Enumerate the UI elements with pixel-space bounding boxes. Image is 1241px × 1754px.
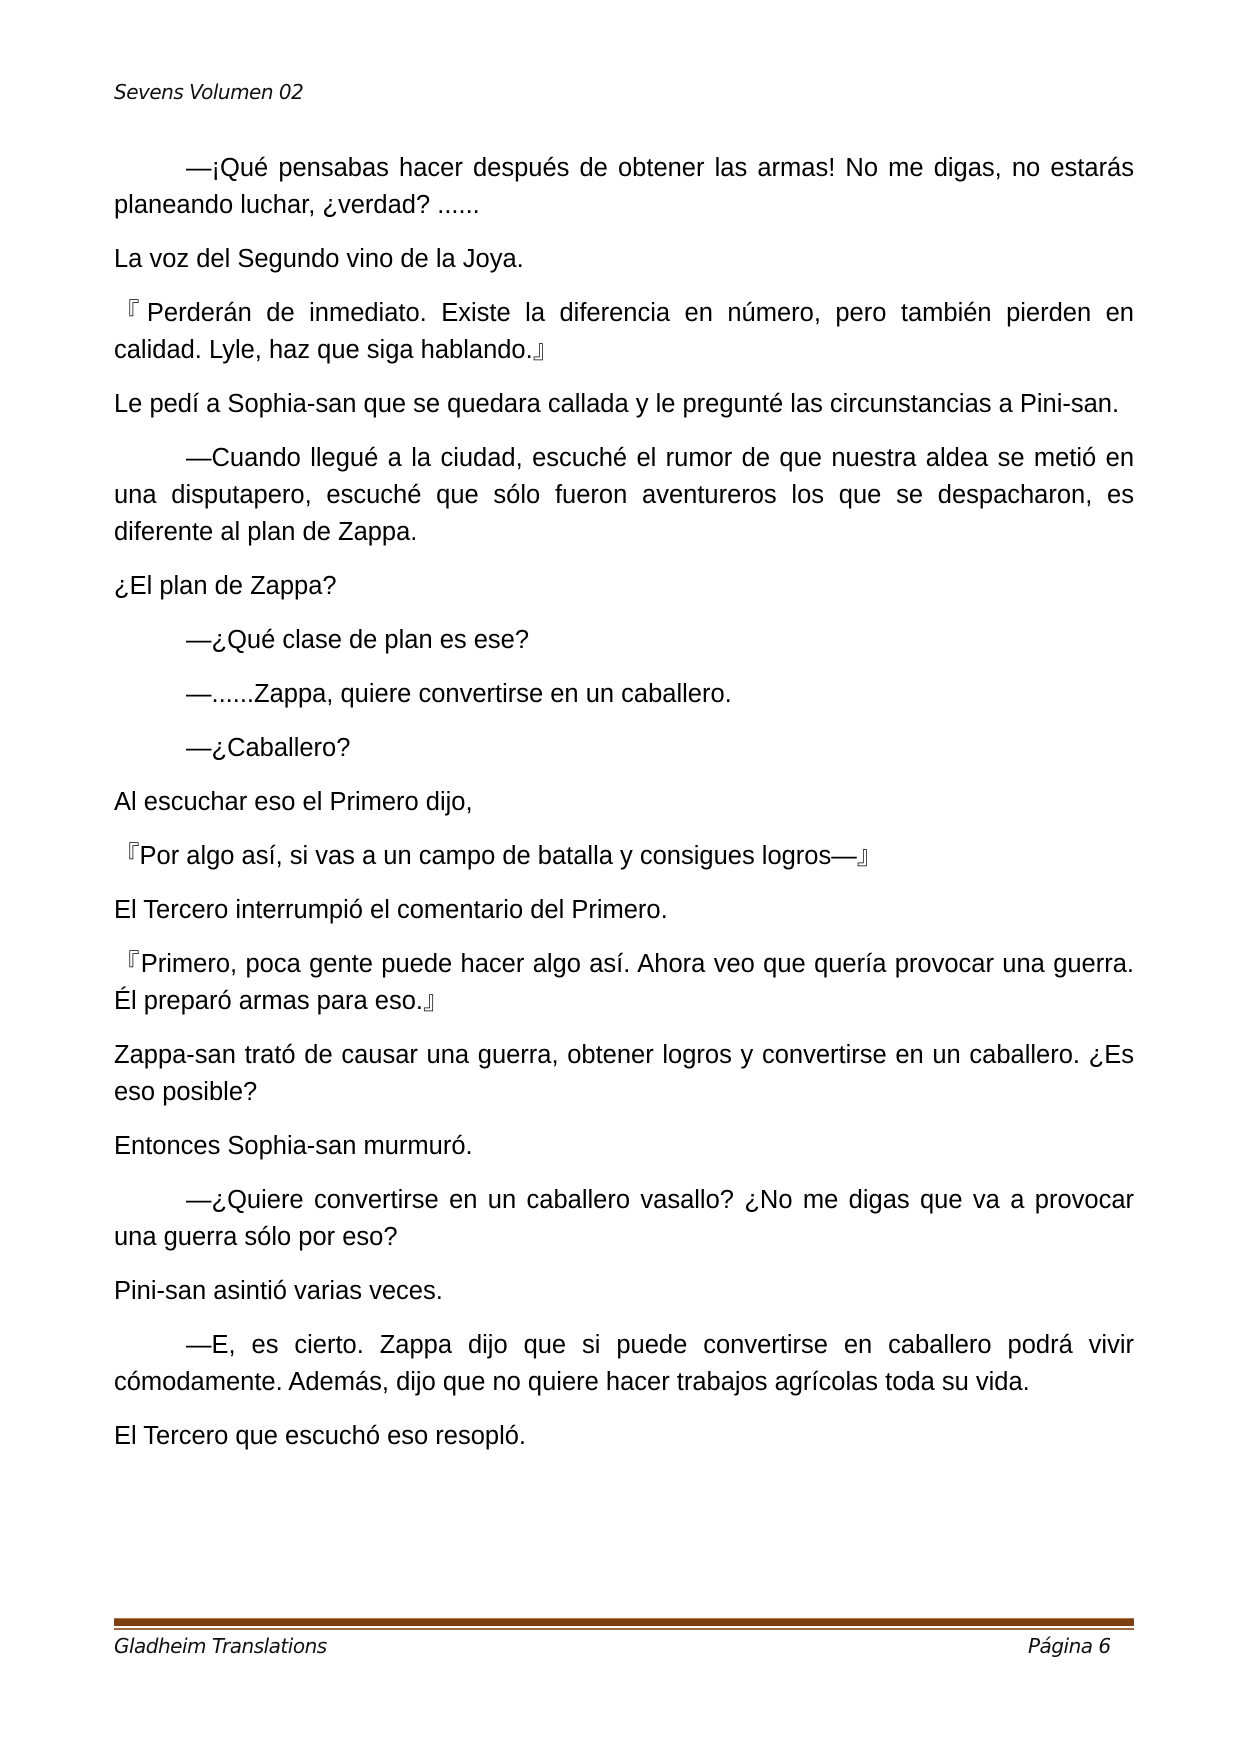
paragraph: Al escuchar eso el Primero dijo, [114, 788, 473, 816]
footer-rule-thin [114, 1628, 1134, 1630]
paragraph: El Tercero que escuchó eso resopló. [114, 1422, 527, 1450]
footer-page-number: Página 6 [1028, 1634, 1111, 1658]
paragraph: —Cuando llegué a la ciudad, escuché el rumor de que nuestra aldea se metió en una disputapero, escuché que sólo fueron aventureros los que se despacharon, es diferente al plan de Zappa. [114, 444, 1134, 546]
paragraph: Zappa-san trató de causar una guerra, obtener logros y convertirse en un caballero. ¿Es eso posible? [114, 1041, 1134, 1106]
paragraph: 『Por algo así, si vas a un campo de batalla y consigues logros—』 [114, 842, 883, 870]
paragraph: El Tercero interrumpió el comentario del Primero. [114, 896, 668, 924]
paragraph: ¿El plan de Zappa? [114, 572, 337, 600]
running-header: Sevens Volumen 02 [114, 80, 304, 104]
paragraph: —......Zappa, quiere convertirse en un caballero. [186, 680, 732, 708]
footer-rule-thick [114, 1618, 1134, 1626]
paragraph: —¿Caballero? [186, 734, 351, 762]
paragraph: 『Primero, poca gente puede hacer algo así. Ahora veo que quería provocar una guerra. Él preparó armas para eso.』 [114, 950, 1134, 1015]
footer-rule [114, 1618, 1134, 1630]
paragraph: Pini-san asintió varias veces. [114, 1277, 443, 1305]
footer-publisher: Gladheim Translations [114, 1634, 327, 1658]
paragraph: —E, es cierto. Zappa dijo que si puede convertirse en caballero podrá vivir cómodamente. Además, dijo que no quiere hacer trabajos agrícolas toda su vida. [114, 1331, 1134, 1396]
paragraph: —¡Qué pensabas hacer después de obtener las armas! No me digas, no estarás planeando luchar, ¿verdad? ...... [114, 154, 1134, 219]
paragraph: 『Perderán de inmediato. Existe la diferencia en número, pero también pierden en calidad. Lyle, haz que siga hablando.』 [114, 299, 1134, 364]
paragraph: La voz del Segundo vino de la Joya. [114, 245, 524, 273]
paragraph: Le pedí a Sophia-san que se quedara callada y le pregunté las circunstancias a Pini-san. [114, 390, 1120, 418]
paragraph: Entonces Sophia-san murmuró. [114, 1132, 473, 1160]
paragraph: —¿Quiere convertirse en un caballero vasallo? ¿No me digas que va a provocar una guerra sólo por eso? [114, 1186, 1134, 1251]
paragraph: —¿Qué clase de plan es ese? [186, 626, 530, 654]
document-body [114, 150, 1134, 1472]
